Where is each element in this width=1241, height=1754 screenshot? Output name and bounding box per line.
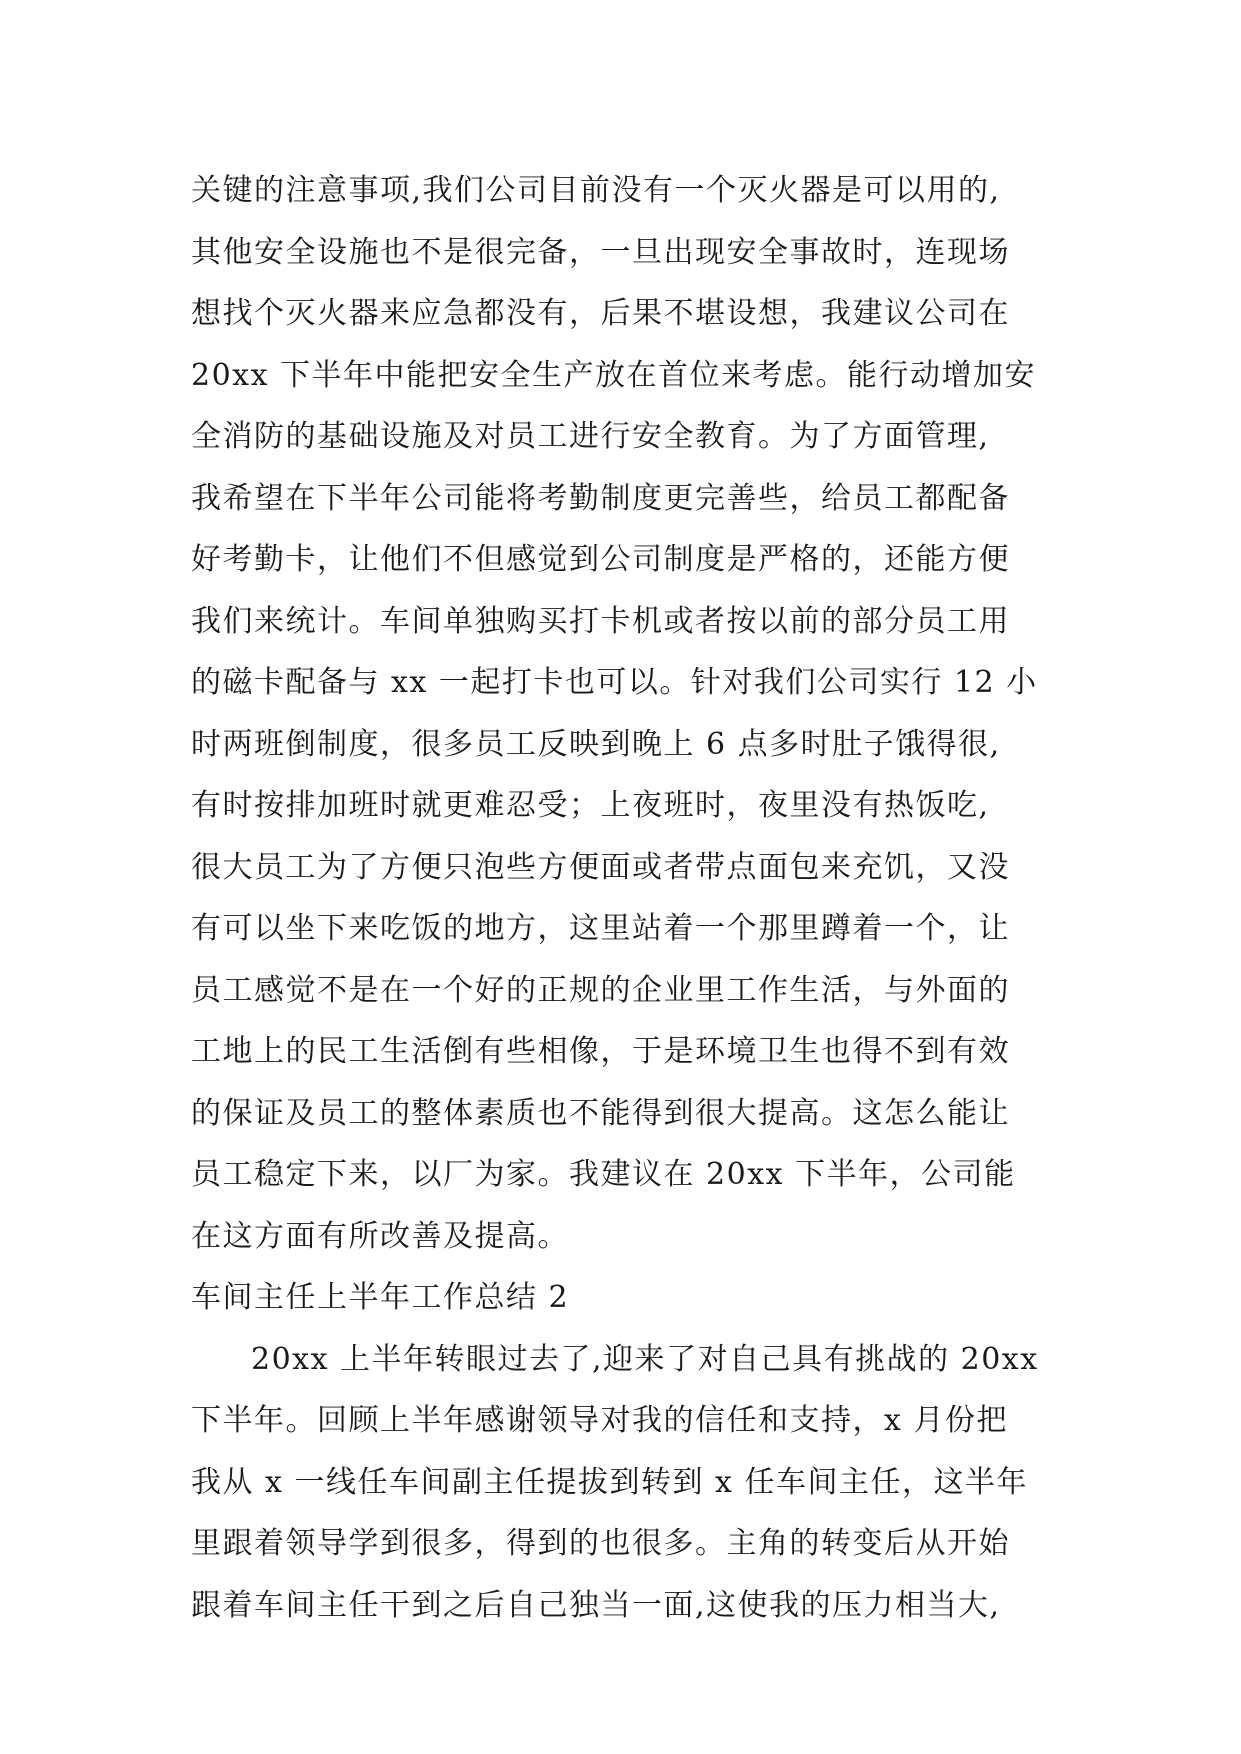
paragraph-line: 全消防的基础设施及对员工进行安全教育。为了方面管理, [191,419,990,454]
paragraph-line: 下半年。回顾上半年感谢领导对我的信任和支持，x 月份把 [191,1403,1008,1438]
paragraph-line: 员工稳定下来，以厂为家。我建议在 20xx 下半年，公司能 [191,1157,1016,1192]
paragraph-line: 员工感觉不是在一个好的正规的企业里工作生活，与外面的 [191,972,1010,1008]
paragraph-line: 很大员工为了方便只泡些方便面或者带点面包来充饥，又没 [191,849,1010,885]
paragraph-line: 的磁卡配备与 xx 一起打卡也可以。针对我们公司实行 12 小 [191,665,1038,700]
paragraph-line: 跟着车间主任干到之后自己独当一面,这使我的压力相当大, [191,1587,1001,1623]
document-body [191,160,1071,1636]
paragraph-line: 的保证及员工的整体素质也不能得到很大提高。这怎么能让 [191,1095,1010,1131]
paragraph-line: 我们来统计。车间单独购买打卡机或者按以前的部分员工用 [191,603,1010,639]
section-heading: 车间主任上半年工作总结 2 [191,1280,570,1315]
paragraph-line: 20xx 上半年转眼过去了,迎来了对自己具有挑战的 20xx [251,1341,1039,1377]
paragraph-line: 其他安全设施也不是很完备，一旦出现安全事故时，连现场 [191,234,1010,270]
paragraph-line: 想找个灭火器来应急都没有，后果不堪设想，我建议公司在 [191,296,1010,331]
paragraph-line: 关键的注意事项,我们公司目前没有一个灭火器是可以用的, [191,173,1001,208]
paragraph-line: 里跟着领导学到很多，得到的也很多。主角的转变后从开始 [191,1526,1010,1561]
paragraph-line: 我从 x 一线任车间副主任提拔到转到 x 任车间主任，这半年 [191,1464,1028,1500]
paragraph-line: 有可以坐下来吃饭的地方，这里站着一个那里蹲着一个，让 [191,911,1010,946]
paragraph-line: 我希望在下半年公司能将考勤制度更完善些，给员工都配备 [191,480,1010,516]
paragraph-line: 好考勤卡，让他们不但感觉到公司制度是严格的，还能方便 [191,542,1010,577]
paragraph-line: 在这方面有所改善及提高。 [191,1218,569,1254]
paragraph-line: 时两班倒制度，很多员工反映到晚上 6 点多时肚子饿得很, [191,726,1001,762]
paragraph-line: 有时按排加班时就更难忍受；上夜班时，夜里没有热饭吃, [191,788,990,823]
paragraph-line: 20xx 下半年中能把安全生产放在首位来考虑。能行动增加安 [191,357,1037,393]
paragraph-line: 工地上的民工生活倒有些相像，于是环境卫生也得不到有效 [191,1034,1010,1069]
